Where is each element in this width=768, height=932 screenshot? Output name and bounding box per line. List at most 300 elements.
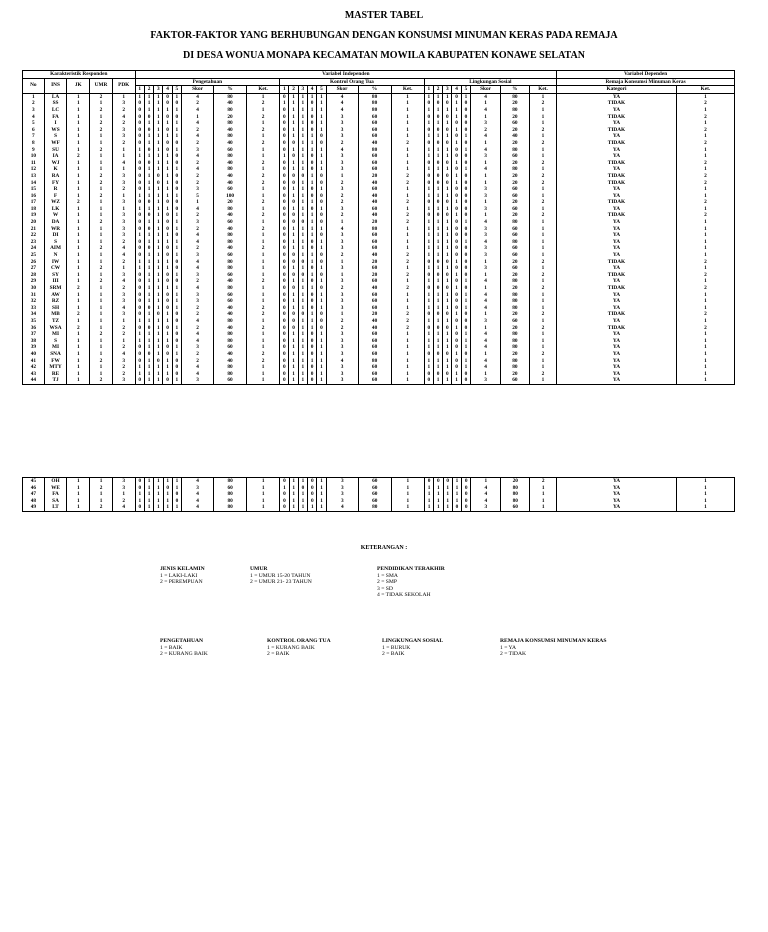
table-cell: 1 <box>443 292 452 299</box>
table-cell: WJ <box>44 160 67 167</box>
table-cell: 1 <box>154 331 163 338</box>
table-cell: 20 <box>358 272 391 279</box>
table-cell: 3 <box>182 298 214 305</box>
table-cell: 0 <box>307 245 316 252</box>
table-cell: 1 <box>90 232 113 239</box>
table-cell: 1 <box>135 206 144 213</box>
header-dependen-ket: Ket. <box>676 86 734 94</box>
table-cell: YA <box>557 298 677 305</box>
table-cell: 1 <box>307 173 316 180</box>
table-cell: 1 <box>172 127 181 134</box>
table-cell: 1 <box>289 133 298 140</box>
table-cell: 2 <box>529 311 556 318</box>
table-cell: 1 <box>298 193 307 200</box>
table-cell: 0 <box>433 180 442 187</box>
table-cell: 1 <box>247 498 280 505</box>
table-cell: YA <box>557 358 677 365</box>
table-cell: 1 <box>144 265 153 272</box>
table-cell: 0 <box>135 285 144 292</box>
table-cell: 1 <box>289 206 298 213</box>
table-cell: 0 <box>443 140 452 147</box>
table-cell: 3 <box>326 278 358 285</box>
table-cell: 0 <box>280 311 289 318</box>
table-cell: 1 <box>676 133 734 140</box>
table-row <box>23 371 735 378</box>
table-cell: 0 <box>452 265 461 272</box>
table-cell: 2 <box>676 325 734 332</box>
table-cell: 80 <box>214 285 247 292</box>
table-cell: 0 <box>135 298 144 305</box>
table-cell: 1 <box>154 239 163 246</box>
table-cell: 1 <box>112 265 135 272</box>
table-cell: 0 <box>452 147 461 154</box>
table-cell: 0 <box>163 305 172 312</box>
table-cell: 3 <box>326 377 358 384</box>
table-cell: YA <box>557 344 677 351</box>
table-cell: 1 <box>112 318 135 325</box>
table-cell: 1 <box>298 371 307 378</box>
table-cell: 0 <box>461 153 470 160</box>
table-cell: TIDAK <box>557 272 677 279</box>
table-cell: 0 <box>172 364 181 371</box>
table-row <box>23 305 735 312</box>
table-cell: 1 <box>298 245 307 252</box>
table-cell: 1 <box>172 133 181 140</box>
table-cell: 0 <box>172 140 181 147</box>
table-cell: 4 <box>326 147 358 154</box>
table-cell: 0 <box>461 186 470 193</box>
table-cell: 3 <box>326 160 358 167</box>
table-cell: 4 <box>182 371 214 378</box>
table-cell: 45 <box>23 478 45 485</box>
table-cell: 1 <box>90 351 113 358</box>
table-cell: 3 <box>182 186 214 193</box>
table-cell: 1 <box>289 364 298 371</box>
table-cell: 1 <box>90 199 113 206</box>
table-cell: 1 <box>289 226 298 233</box>
table-cell: 2 <box>326 285 358 292</box>
table-cell: 80 <box>500 358 529 365</box>
table-cell: 1 <box>298 305 307 312</box>
table-cell: 1 <box>247 206 280 213</box>
table-cell: 1 <box>154 371 163 378</box>
table-cell: 1 <box>154 364 163 371</box>
table-cell: 1 <box>443 504 452 511</box>
table-cell: 1 <box>391 186 424 193</box>
table-cell: TIDAK <box>557 114 677 121</box>
table-cell: 1 <box>154 259 163 266</box>
table-cell: 4 <box>182 93 214 100</box>
table-cell: 4 <box>112 160 135 167</box>
table-cell: 60 <box>358 478 391 485</box>
table-cell: 4 <box>471 358 501 365</box>
table-cell: 1 <box>172 252 181 259</box>
table-cell: 1 <box>298 338 307 345</box>
table-cell: 1 <box>317 127 326 134</box>
table-cell: 4 <box>471 364 501 371</box>
table-cell: 0 <box>163 298 172 305</box>
header-variabel-independen: Variabel Independen <box>135 71 556 79</box>
table-cell: 1 <box>529 186 556 193</box>
table-cell: 0 <box>172 265 181 272</box>
table-cell: 29 <box>23 278 45 285</box>
table-cell: 0 <box>172 100 181 107</box>
table-cell: 1 <box>154 232 163 239</box>
table-cell: 0 <box>289 199 298 206</box>
table-cell: 2 <box>676 114 734 121</box>
table-cell: 1 <box>461 305 470 312</box>
table-cell: 1 <box>67 245 90 252</box>
table-cell: 2 <box>182 127 214 134</box>
table-cell: 2 <box>247 226 280 233</box>
table-cell: TIDAK <box>557 160 677 167</box>
table-cell: 2 <box>391 325 424 332</box>
table-cell: 0 <box>163 245 172 252</box>
table-cell: 1 <box>172 226 181 233</box>
table-cell: 1 <box>461 344 470 351</box>
table-cell: 2 <box>676 285 734 292</box>
table-cell: 80 <box>214 318 247 325</box>
table-cell: FA <box>44 491 67 498</box>
table-cell: 40 <box>358 212 391 219</box>
table-cell: 1 <box>307 252 316 259</box>
table-cell: 1 <box>298 133 307 140</box>
table-cell: 1 <box>298 478 307 485</box>
table-cell: 1 <box>144 219 153 226</box>
table-cell: 1 <box>144 153 153 160</box>
header-variabel-dependen: Variabel Dependen <box>557 71 735 79</box>
table-cell: 0 <box>298 272 307 279</box>
table-cell: 1 <box>67 259 90 266</box>
table-cell: 2 <box>182 100 214 107</box>
table-cell: 1 <box>461 133 470 140</box>
header-lingkungan-q5: 5 <box>461 86 470 94</box>
table-cell: 20 <box>500 285 529 292</box>
table-cell: 1 <box>443 305 452 312</box>
table-cell: 2 <box>247 245 280 252</box>
table-cell: 2 <box>247 173 280 180</box>
table-cell: 1 <box>90 166 113 173</box>
table-cell: 2 <box>529 212 556 219</box>
table-cell: 1 <box>443 206 452 213</box>
table-cell: 80 <box>358 100 391 107</box>
table-cell: 1 <box>298 377 307 384</box>
table-cell: 2 <box>529 272 556 279</box>
legend-item: 2 = KURANG BAIK <box>160 651 208 658</box>
table-cell: 1 <box>433 147 442 154</box>
legend-jenis-kelamin <box>160 566 205 586</box>
table-cell: 0 <box>317 199 326 206</box>
table-cell: 1 <box>298 278 307 285</box>
legend-umur <box>250 566 312 586</box>
table-cell: 1 <box>298 206 307 213</box>
table-cell: 1 <box>443 166 452 173</box>
table-cell: 1 <box>112 153 135 160</box>
table-cell: 1 <box>144 206 153 213</box>
table-cell: 1 <box>67 371 90 378</box>
table-cell: 1 <box>461 358 470 365</box>
table-cell: 1 <box>280 100 289 107</box>
table-cell: 60 <box>358 498 391 505</box>
table-cell: 60 <box>214 147 247 154</box>
table-cell: 0 <box>434 478 443 485</box>
table-cell: 60 <box>358 485 391 492</box>
table-cell: 80 <box>358 504 391 511</box>
table-cell: 2 <box>90 265 113 272</box>
table-cell: 2 <box>529 259 556 266</box>
table-cell: 1 <box>163 491 172 498</box>
table-cell: 1 <box>391 100 424 107</box>
table-cell: 18 <box>23 206 45 213</box>
table-cell: 1 <box>676 278 734 285</box>
table-cell: 2 <box>676 173 734 180</box>
table-cell: 3 <box>326 338 358 345</box>
table-cell: 0 <box>144 127 153 134</box>
table-cell: 0 <box>280 114 289 121</box>
table-cell: 0 <box>289 180 298 187</box>
table-cell: 1 <box>424 318 433 325</box>
table-cell: 4 <box>471 344 501 351</box>
table-cell: 1 <box>163 371 172 378</box>
table-cell: 1 <box>90 298 113 305</box>
table-cell: 2 <box>182 311 214 318</box>
table-cell: YA <box>557 93 677 100</box>
table-cell: 1 <box>289 377 298 384</box>
table-cell: 0 <box>317 212 326 219</box>
table-cell: 1 <box>471 212 501 219</box>
legend-label: REMAJA KONSUMSI MINUMAN KERAS <box>500 638 607 644</box>
table-cell: 0 <box>135 325 144 332</box>
table-cell: 4 <box>182 318 214 325</box>
table-cell: 1 <box>90 285 113 292</box>
table-cell: 1 <box>298 504 307 511</box>
table-cell: 2 <box>391 259 424 266</box>
table-cell: 0 <box>280 338 289 345</box>
table-cell: 0 <box>424 285 433 292</box>
table-cell: 0 <box>462 485 471 492</box>
table-cell: 4 <box>471 93 501 100</box>
table-cell: 0 <box>135 252 144 259</box>
table-cell: 1 <box>391 160 424 167</box>
table-cell: 1 <box>391 371 424 378</box>
table-cell: 1 <box>307 199 316 206</box>
table-cell: YA <box>557 485 677 492</box>
table-cell: 0 <box>172 232 181 239</box>
table-cell: 20 <box>500 160 529 167</box>
table-cell: 1 <box>676 153 734 160</box>
table-cell: 1 <box>471 311 501 318</box>
table-cell: 0 <box>135 344 144 351</box>
table-cell: 1 <box>424 226 433 233</box>
table-cell: 1 <box>298 93 307 100</box>
table-cell: 1 <box>67 338 90 345</box>
table-cell: 1 <box>443 498 452 505</box>
table-cell: 1 <box>247 285 280 292</box>
table-cell: 0 <box>443 173 452 180</box>
table-cell: 1 <box>144 120 153 127</box>
table-cell: YA <box>557 232 677 239</box>
table-cell: 2 <box>182 245 214 252</box>
table-cell: 1 <box>172 147 181 154</box>
table-cell: 0 <box>280 232 289 239</box>
table-cell: 44 <box>23 377 45 384</box>
table-cell: 2 <box>182 358 214 365</box>
table-cell: 1 <box>424 331 433 338</box>
table-cell: 1 <box>317 245 326 252</box>
table-cell: 0 <box>452 239 461 246</box>
table-cell: 1 <box>424 344 433 351</box>
table-cell: 1 <box>172 166 181 173</box>
table-cell: 1 <box>529 93 556 100</box>
table-cell: 3 <box>326 166 358 173</box>
table-cell: 0 <box>172 338 181 345</box>
table-cell: 0 <box>461 245 470 252</box>
table-cell: 1 <box>144 298 153 305</box>
table-cell: 1 <box>471 199 501 206</box>
table-cell: 1 <box>391 206 424 213</box>
table-cell: 1 <box>135 259 144 266</box>
table-cell: 0 <box>452 318 461 325</box>
table-cell: 1 <box>67 351 90 358</box>
table-cell: 1 <box>144 364 153 371</box>
table-cell: 40 <box>358 318 391 325</box>
table-cell: TIDAK <box>557 259 677 266</box>
table-cell: 1 <box>154 252 163 259</box>
table-cell: 1 <box>90 212 113 219</box>
table-cell: 1 <box>298 292 307 299</box>
table-cell: 2 <box>391 180 424 187</box>
table-cell: 1 <box>391 166 424 173</box>
table-cell: 4 <box>471 491 501 498</box>
table-cell: 60 <box>500 232 529 239</box>
table-cell: 1 <box>289 351 298 358</box>
table-cell: 1 <box>247 252 280 259</box>
header-kontrol-q3: 3 <box>298 86 307 94</box>
table-cell: 1 <box>67 358 90 365</box>
table-cell: 1 <box>298 166 307 173</box>
table-cell: 3 <box>471 252 501 259</box>
legend-item: 2 = BAIK <box>382 651 405 658</box>
table-cell: 0 <box>135 199 144 206</box>
table-cell: 0 <box>307 377 316 384</box>
legend-item: 1 = YA <box>500 644 516 651</box>
table-cell: 0 <box>452 504 461 511</box>
table-cell: 100 <box>214 193 247 200</box>
table-cell: 1 <box>298 160 307 167</box>
table-cell: 1 <box>90 153 113 160</box>
table-cell: 1 <box>433 278 442 285</box>
table-cell: 26 <box>23 259 45 266</box>
table-cell: 80 <box>501 491 530 498</box>
table-cell: 40 <box>214 226 247 233</box>
table-cell: 40 <box>214 311 247 318</box>
table-cell: 1 <box>529 226 556 233</box>
table-cell: TJ <box>44 377 67 384</box>
header-pengetahuan-ket: Ket. <box>247 86 280 94</box>
table-cell: RE <box>44 371 67 378</box>
table-cell: 1 <box>163 311 172 318</box>
table-cell: 1 <box>90 252 113 259</box>
table-cell: 1 <box>443 364 452 371</box>
table-cell: 4 <box>182 133 214 140</box>
table-cell: 3 <box>326 265 358 272</box>
table-cell: 3 <box>326 232 358 239</box>
header-lingkungan-q3: 3 <box>443 86 452 94</box>
table-cell: 20 <box>500 180 529 187</box>
table-cell: 2 <box>529 100 556 107</box>
table-cell: 1 <box>676 364 734 371</box>
table-cell: 1 <box>289 265 298 272</box>
table-cell: 2 <box>247 127 280 134</box>
table-cell: OH <box>44 478 67 485</box>
table-cell: 0 <box>461 180 470 187</box>
table-cell: 0 <box>280 498 289 505</box>
table-cell: 20 <box>358 311 391 318</box>
table-cell: SRM <box>44 285 67 292</box>
table-cell: 0 <box>163 114 172 121</box>
table-cell: 1 <box>112 166 135 173</box>
table-cell: 1 <box>307 358 316 365</box>
table-cell: 1 <box>154 338 163 345</box>
table-cell: 1 <box>144 93 153 100</box>
table-cell: 40 <box>214 173 247 180</box>
table-cell: 1 <box>424 364 433 371</box>
table-cell: 3 <box>182 292 214 299</box>
table-cell: 1 <box>247 504 280 511</box>
table-cell: TIDAK <box>557 325 677 332</box>
table-cell: 1 <box>424 278 433 285</box>
table-cell: 1 <box>676 485 734 492</box>
table-cell: 3 <box>23 107 45 114</box>
table-cell: 1 <box>676 358 734 365</box>
table-cell: 1 <box>676 292 734 299</box>
table-cell: 47 <box>23 491 45 498</box>
table-cell: 1 <box>90 325 113 332</box>
table-cell: 0 <box>461 120 470 127</box>
table-cell: 1 <box>391 114 424 121</box>
table-cell: 0 <box>135 478 144 485</box>
table-cell: 4 <box>182 364 214 371</box>
table-cell: 41 <box>23 358 45 365</box>
table-cell: 0 <box>135 120 144 127</box>
table-cell: 3 <box>112 377 135 384</box>
table-cell: YA <box>557 278 677 285</box>
table-cell: 1 <box>424 133 433 140</box>
table-cell: 20 <box>214 199 247 206</box>
table-cell: 1 <box>90 491 113 498</box>
table-cell: 0 <box>163 278 172 285</box>
table-cell: 0 <box>461 272 470 279</box>
table-cell: 0 <box>461 259 470 266</box>
table-cell: YA <box>557 239 677 246</box>
legend-label: PENGETAHUAN <box>160 638 204 644</box>
table-cell: 34 <box>23 311 45 318</box>
table-cell: 0 <box>433 140 442 147</box>
table-cell: 1 <box>317 371 326 378</box>
table-cell: 3 <box>112 292 135 299</box>
table-cell: 1 <box>154 199 163 206</box>
table-cell: 0 <box>280 166 289 173</box>
header-pengetahuan: Pengetahuan <box>135 78 280 86</box>
table-cell: 1 <box>298 358 307 365</box>
table-cell: 1 <box>443 358 452 365</box>
table-cell: 1 <box>424 305 433 312</box>
table-cell: 1 <box>529 219 556 226</box>
table-cell: 14 <box>23 180 45 187</box>
table-cell: 4 <box>326 358 358 365</box>
table-cell: 0 <box>135 166 144 173</box>
table-cell: 1 <box>67 180 90 187</box>
